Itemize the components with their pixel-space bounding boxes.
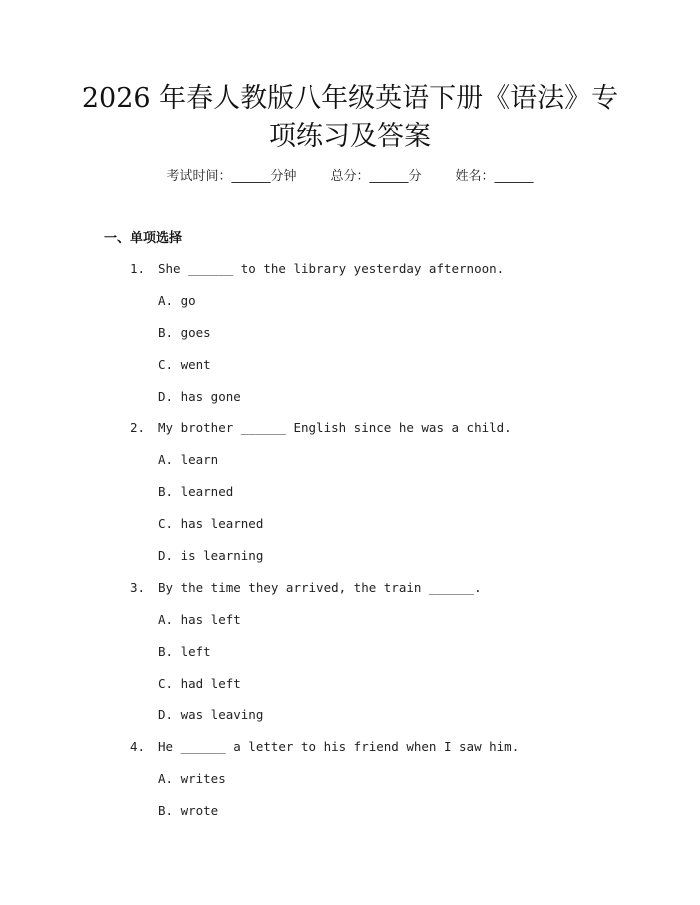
question-text: By the time they arrived, the train ______. — [158, 579, 482, 595]
option-text: B. learned — [158, 484, 234, 500]
option-text: C. has learned — [158, 516, 264, 532]
option-text: C. went — [158, 356, 211, 372]
exam-meta-line — [0, 167, 700, 187]
option-row — [0, 514, 700, 546]
option-row — [0, 291, 700, 323]
option-row — [0, 450, 700, 482]
option-row — [0, 642, 700, 674]
question-text: She ______ to the library yesterday afternoon. — [158, 261, 505, 276]
option-row — [0, 355, 700, 387]
option-text: A. writes — [158, 771, 226, 787]
option-text: D. was leaving — [158, 707, 264, 723]
section-heading: 一、单项选择 — [104, 231, 183, 246]
option-row — [0, 769, 700, 801]
question-number: 1. — [130, 261, 146, 276]
option-row — [0, 546, 700, 578]
option-row — [0, 323, 700, 355]
question-number: 4. — [130, 739, 146, 755]
option-row — [0, 482, 700, 514]
option-text: C. had left — [158, 675, 241, 691]
question-row — [0, 737, 700, 769]
option-row — [0, 674, 700, 706]
option-row — [0, 610, 700, 642]
question-list — [0, 259, 700, 833]
option-text: B. wrote — [158, 803, 219, 819]
option-text: B. left — [158, 643, 211, 659]
option-text: A. learn — [158, 452, 219, 468]
exam-time-field: 考试时间：______分钟 — [166, 169, 297, 184]
question-row — [0, 578, 700, 610]
question-text: He ______ a letter to his friend when I saw him. — [158, 739, 520, 755]
question-row — [0, 418, 700, 450]
page-title-line-2: 项练习及答案 — [269, 121, 431, 152]
option-row — [0, 387, 700, 419]
option-row — [0, 801, 700, 833]
question-number: 3. — [130, 579, 146, 595]
option-text: A. has left — [158, 611, 241, 627]
page-title-line-1: 2026 年春人教版八年级英语下册《语法》专 — [81, 83, 619, 114]
option-text: D. has gone — [158, 388, 241, 404]
total-score-field: 总分：______分 — [330, 169, 422, 184]
question-text: My brother ______ English since he was a child. — [158, 420, 512, 436]
option-row — [0, 705, 700, 737]
student-name-field: 姓名：______ — [455, 169, 534, 184]
option-text: A. go — [158, 292, 196, 308]
option-text: B. goes — [158, 324, 211, 340]
question-number: 2. — [130, 420, 146, 436]
question-row — [0, 259, 700, 291]
option-text: D. is learning — [158, 548, 264, 564]
